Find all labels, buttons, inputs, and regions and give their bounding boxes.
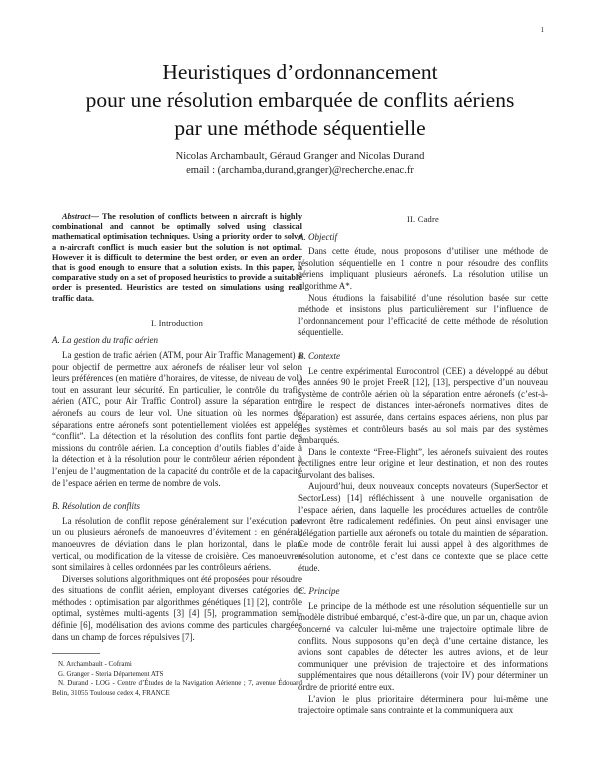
- section-heading-cadre: II. Cadre: [406, 214, 439, 224]
- paragraph-objectif-1: Dans cette étude, nous proposons d’utiliser une méthode de résolution séquentielle en 1 contre n pour résoudre des conflits aériens impliquant plusieurs aéronefs. La résolution utilise un algorithme A*.: [298, 246, 548, 291]
- subsection-heading-gestion: A. La gestion du trafic aérien: [52, 335, 158, 346]
- paper-title: [0, 58, 600, 142]
- subsection-heading-objectif: A. Objectif: [298, 231, 337, 242]
- title-line-2: pour une résolution embarquée de conflits aériens: [85, 88, 515, 112]
- paragraph-principe-2: L’avion le plus prioritaire déterminera pour lui-même une trajectoire optimale sans contrainte et la communiquera aux: [298, 693, 548, 716]
- footnote-archambault: N. Archambault - Coframi: [58, 660, 132, 669]
- subsection-heading-resolution: B. Résolution de conflits: [52, 501, 140, 512]
- paragraph-objectif-2: Nous étudions la faisabilité d’une résolution basée sur cette méthode et insistons plus particulièrement sur l’influence de l’ordonnancement pour l’efficacité de cette méthode de résolution séquentielle.: [298, 292, 548, 338]
- paragraph-contexte-1: Le centre expérimental Eurocontrol (CEE) a développé au début des années 90 le projet FreeR [12], [13], perspective d’un nouveau système de contrôle aérien où la séparation entre aéronefs (c’est-à-dire le respect de distances inter-aéronefs normatives dites de séparation) est assurée, dans certains espaces aériens, non plus par des systèmes et contrôleurs basés au sol mais par des systèmes embarqués.: [298, 365, 548, 446]
- paragraph-resolution-2: Diverses solutions algorithmiques ont été proposées pour résoudre des situations de conflit aérien, employant diverses catégories de méthodes : optimisation par algorithmes génétiques [1] [2], contrôle optimal, systèmes multi-agents [3] [4] [5], programmation semi-définie [6], modélisation des avions comme des particules chargées dans un champ de forces répulsives [7].: [52, 573, 302, 642]
- subsection-heading-contexte: B. Contexte: [298, 350, 340, 361]
- abstract-text: — The resolution of conflicts between n aircraft is highly combinational and cannot be optimally solved using classical mathematical optimisation techniques. Using a priority order to solve a n-aircraft conflict is much easier but the solution is not optimal. However it is difficult to determine the best order, or even an order that is good enough to ensure that a solution exists. In this paper, a comparative study on a set of proposed heuristics to provide a suitable order is presented. Heuristics are tested on simulations using real traffic data.: [52, 212, 302, 303]
- left-column: [52, 212, 302, 698]
- author-names: Nicolas Archambault, Géraud Granger and Nicolas Durand: [175, 151, 425, 162]
- abstract: [52, 212, 302, 304]
- paragraph-gestion-1: La gestion de trafic aérien (ATM, pour Air Traffic Management) a pour objectif de permettre aux aéronefs de réaliser leur vol selon leurs préférences (en matière d’horaires, de vitesse, de niveau de vol) tout en assurant leur sécurité. En particulier, le contrôle du trafic aérien (ATC, pour Air Traffic Control) assure la séparation entre aéronefs au cours de leur vol. Une situation où les normes de séparations entre aéronefs sont potentiellement violées est appelée “conflit”. La détection et la résolution des conflits font partie des missions du contrôle aérien. La conception d’outils fiables d’aide à la détection et à la résolution pour le contrôleur aérien répondent à l’enjeu de l’augmentation de la capacité du contrôle et de la capacité de l’espace aérien en terme de nombre de vols.: [52, 350, 302, 488]
- title-line-1: Heuristiques d’ordonnancement: [162, 60, 438, 84]
- author-block: [0, 150, 600, 178]
- paragraph-resolution-1: La résolution de conflit repose généralement sur l’exécution par un ou plusieurs aéronefs de manoeuvres d’évitement : en général, manoeuvres de déviation dans le plan horizontal, dans le plan vertical, ou modification de la vitesse de croisière. Ces manoeuvres sont similaires à celles ordonnées par les contrôleurs aériens.: [52, 515, 302, 573]
- footnotes: [52, 660, 302, 698]
- paragraph-contexte-3: Aujourd’hui, deux nouveaux concepts novateurs (SuperSector et SectorLess) [14] réfléchissent à une nouvelle organisation de l’espace aérien, dans laquelle les procédures actuelles de contrôle devront être radicalement redéfinies. On peut ainsi envisager une délégation partielle aux aéronefs ou totale du maintien de séparation. Ce mode de contrôle ferait lui aussi appel à des algorithmes de résolution autonome, et c’est dans ce contexte que se place cette étude.: [298, 481, 548, 573]
- section-heading-introduction: I. Introduction: [150, 317, 204, 328]
- footnote-granger: G. Granger - Steria Département ATS: [58, 669, 164, 678]
- title-line-3: par une méthode séquentielle: [174, 116, 426, 140]
- abstract-label: Abstract: [62, 212, 91, 221]
- paragraph-principe-1: Le principe de la méthode est une résolution séquentielle sur un modèle distribué embarqué, c’est-à-dire que, un par un, chaque avion concerné va calculer lui-même une trajectoire optimale libre de conflits. Nous supposons qu’en deçà d’une certaine distance, les avions sont capables de détecter les autres avions, et de leur communiquer une prévision de trajectoire et des informations supplémentaires que nous détaillerons (voir IV) pour déterminer un ordre de priorité entre eux.: [298, 600, 548, 692]
- page-number: 1: [540, 26, 544, 34]
- subsection-heading-principe: C. Principe: [298, 586, 340, 597]
- footnote-durand: N. Durand - LOG - Centre d’Études de la Navigation Aérienne ; 7, avenue Édouard Belin, 31055 Toulouse cedex 4, FRANCE: [52, 679, 302, 697]
- author-email: email : (archamba,durand,granger)@recherche.enac.fr: [186, 165, 414, 176]
- right-column: [298, 212, 548, 717]
- footnote-divider: [52, 653, 100, 654]
- paragraph-contexte-2: Dans le contexte “Free-Flight”, les aéronefs suivaient des routes rectilignes entre leur origine et leur destination, et non des routes survolant des balises.: [298, 446, 548, 480]
